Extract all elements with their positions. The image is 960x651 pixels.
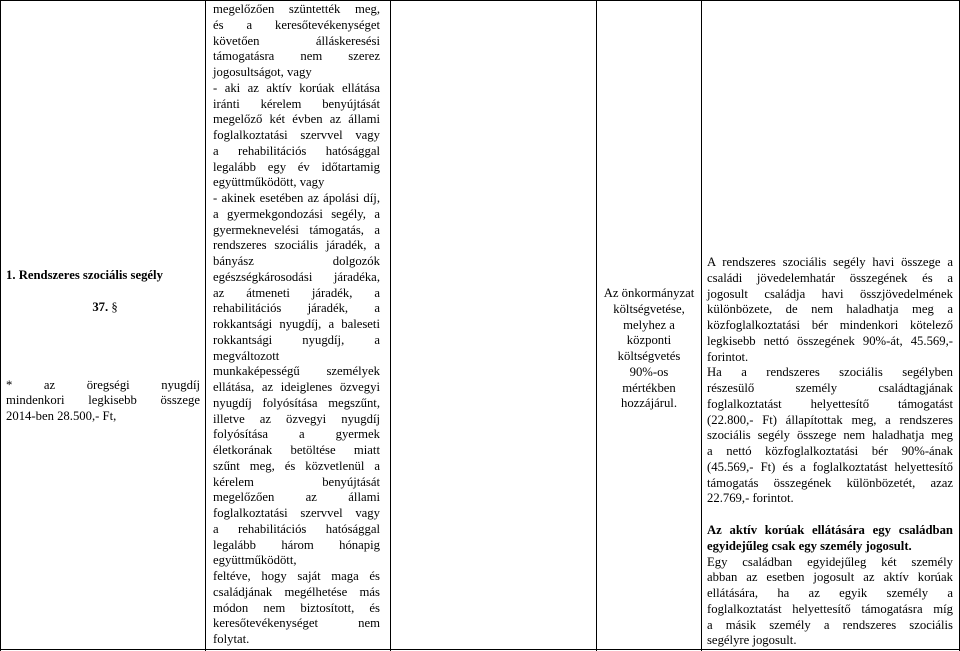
condition-line: legalább egy év időtartamig bbox=[213, 159, 380, 174]
column-divider-4 bbox=[701, 0, 702, 651]
condition-line: az átmeneti járadék, a bbox=[213, 285, 380, 300]
amount-p1-line: A rendszeres szociális segély havi összege a bbox=[707, 255, 953, 269]
amount-paragraph-3 bbox=[707, 555, 953, 650]
amount-p3-line: Egy családban egyidejűleg két személy bbox=[707, 554, 953, 569]
amount-p2-line: részesülő személy családtagjának bbox=[707, 381, 953, 395]
condition-line: követően álláskeresési bbox=[213, 33, 380, 48]
table-bottom-border bbox=[0, 649, 960, 650]
condition-line: módon nem biztosított, és bbox=[213, 600, 380, 615]
condition-line: életkorának betöltése miatt bbox=[213, 443, 380, 457]
condition-line: együttműködött, bbox=[213, 553, 297, 568]
condition-line: feltéve, hogy saját maga és bbox=[213, 569, 380, 583]
amount-p2-line: Ha a rendszeres szociális segélyben bbox=[707, 365, 953, 380]
condition-line: szűnt meg, és közvetlenül a bbox=[213, 458, 380, 473]
condition-line: családjának megélhetése más bbox=[213, 584, 380, 599]
condition-line: a rehabilitációs hatósággal bbox=[213, 521, 380, 536]
table-top-border bbox=[0, 0, 960, 1]
section-sign: § bbox=[111, 299, 118, 314]
condition-line: egészségkárosodási járadéka, bbox=[213, 269, 380, 284]
col1-cell bbox=[6, 268, 200, 425]
condition-line: folytat. bbox=[213, 632, 250, 646]
funding-line-3: melyhez a bbox=[623, 317, 675, 332]
amount-p1-line: jogosult családja havi összjövedelmének bbox=[707, 286, 953, 301]
amount-p2-line: szociális segély összege nem haladhatja meg bbox=[707, 428, 953, 443]
benefit-title: 1. Rendszeres szociális segély bbox=[6, 268, 163, 282]
amount-p3-heading-line: Az aktív korúak ellátására egy családban bbox=[707, 523, 953, 537]
condition-line: együttműködött, vagy bbox=[213, 175, 325, 190]
amount-p2-line: a nettó közfoglalkoztatási bér 90%-ának bbox=[707, 444, 953, 458]
funding-cell bbox=[598, 286, 700, 412]
condition-line: a gyermekgondozási segély, a bbox=[213, 206, 380, 221]
column-divider-3 bbox=[596, 0, 597, 651]
condition-line: megelőzően az állami bbox=[213, 490, 380, 505]
note-line-2: mindenkori legkisebb összege bbox=[6, 393, 200, 408]
amount-p3-line: abban az esetben jogosult az aktív korúak bbox=[707, 570, 953, 585]
eligibility-conditions-cell bbox=[213, 2, 380, 648]
amount-p3-line: ellátására, ha az egyik személy a bbox=[707, 586, 953, 600]
condition-line: nyugdíj folyósítása megszűnt, bbox=[213, 395, 380, 410]
amount-p3-line: segélyre jogosult. bbox=[707, 633, 797, 648]
condition-line: támogatásra nem szerez bbox=[213, 49, 380, 64]
condition-line: keresőtevékenységet nem bbox=[213, 616, 380, 631]
condition-line: megváltozott bbox=[213, 348, 280, 363]
column-divider-1 bbox=[205, 0, 206, 651]
condition-line: ellátása, az ideiglenes özvegyi bbox=[213, 380, 380, 394]
amount-p3-heading-line: egyidejűleg csak egy személy jogosult. bbox=[707, 538, 912, 553]
funding-line-8: hozzájárul. bbox=[620, 396, 677, 411]
funding-line-1: Az önkormányzat bbox=[603, 286, 695, 300]
amount-p3-line: foglalkoztatást helyettesítő támogatásra míg bbox=[707, 601, 953, 616]
condition-line: a rehabilitációs hatósággal bbox=[213, 143, 380, 158]
amount-p1-line: különbözete, de nem haladhatja meg a bbox=[707, 302, 953, 317]
amount-p2-line: támogatás összegének különbözetét, azaz bbox=[707, 475, 953, 490]
condition-line: foglalkoztatási szervvel vagy bbox=[213, 128, 380, 142]
funding-line-5: költségvetés bbox=[617, 349, 681, 363]
amount-p1-line: közfoglalkoztatási bér mindenkori kötelező bbox=[707, 318, 953, 332]
condition-line: bányász dolgozók bbox=[213, 254, 380, 268]
condition-line: rokkantsági nyugdíj, a baleseti bbox=[213, 317, 380, 331]
condition-line: munkaképességű személyek bbox=[213, 364, 380, 379]
table-left-border bbox=[0, 0, 1, 651]
condition-line: legalább három hónapig bbox=[213, 537, 380, 552]
amount-p2-line: (45.569,- Ft) és a foglalkoztatást helyettesítő bbox=[707, 459, 953, 474]
condition-line: rehabilitációs járadék, a bbox=[213, 301, 380, 316]
paragraph-number: 37. bbox=[92, 299, 109, 314]
condition-line: kérelem benyújtását bbox=[213, 474, 380, 489]
condition-line: megelőzően szüntették meg, bbox=[213, 2, 380, 16]
funding-line-2: költségvetése, bbox=[613, 301, 685, 316]
amount-p2-line: foglalkoztatást helyettesítő támogatást bbox=[707, 396, 953, 411]
amount-p1-line: legkisebb nettó összegének 90%-át, 45.569,- bbox=[707, 333, 953, 348]
condition-line: jogosultságot, vagy bbox=[213, 65, 312, 79]
condition-line: iránti kérelem benyújtását bbox=[213, 96, 380, 111]
condition-line: rendszeres szociális járadék, a bbox=[213, 238, 380, 253]
condition-line: - aki az aktív korúak ellátása bbox=[213, 80, 380, 95]
condition-line: gyermeknevelési támogatás, a bbox=[213, 222, 380, 237]
condition-line: és a keresőtevékenységet bbox=[213, 17, 380, 32]
amount-rules-cell bbox=[707, 255, 953, 649]
funding-line-7: mértékben bbox=[622, 380, 676, 395]
condition-line: folyósítása a gyermek bbox=[213, 427, 380, 442]
condition-line: - akinek esetében az ápolási díj, bbox=[213, 191, 380, 205]
note-line-1: * az öregségi nyugdíj bbox=[6, 377, 200, 392]
amount-p2-line: (22.800,- Ft) állapítottak meg, a rendszeres bbox=[707, 412, 953, 427]
note-line-3: 2014-ben 28.500,- Ft, bbox=[6, 409, 117, 423]
column-divider-2 bbox=[390, 0, 391, 651]
amount-paragraph-1 bbox=[707, 255, 953, 365]
condition-line: rokkantsági nyugdíj, a bbox=[213, 332, 380, 347]
condition-line: megelőző két évben az állami bbox=[213, 112, 380, 127]
amount-paragraph-3-heading bbox=[707, 523, 953, 555]
amount-p3-line: a másik személy a rendszeres szociális bbox=[707, 617, 953, 632]
amount-p2-line: 22.769,- forintot. bbox=[707, 491, 794, 506]
funding-line-4: központi bbox=[626, 333, 672, 348]
amount-p1-line: családi jövedelemhatár összegének és a bbox=[707, 270, 953, 285]
condition-line: illetve az özvegyi nyugdíj bbox=[213, 411, 380, 426]
funding-line-6: 90%-os bbox=[629, 364, 669, 379]
amount-paragraph-2 bbox=[707, 365, 953, 507]
pension-note bbox=[6, 378, 200, 425]
condition-line: foglalkoztatási szervvel vagy bbox=[213, 506, 380, 520]
paragraph-reference bbox=[6, 300, 200, 316]
amount-p1-line: forintot. bbox=[707, 349, 749, 364]
